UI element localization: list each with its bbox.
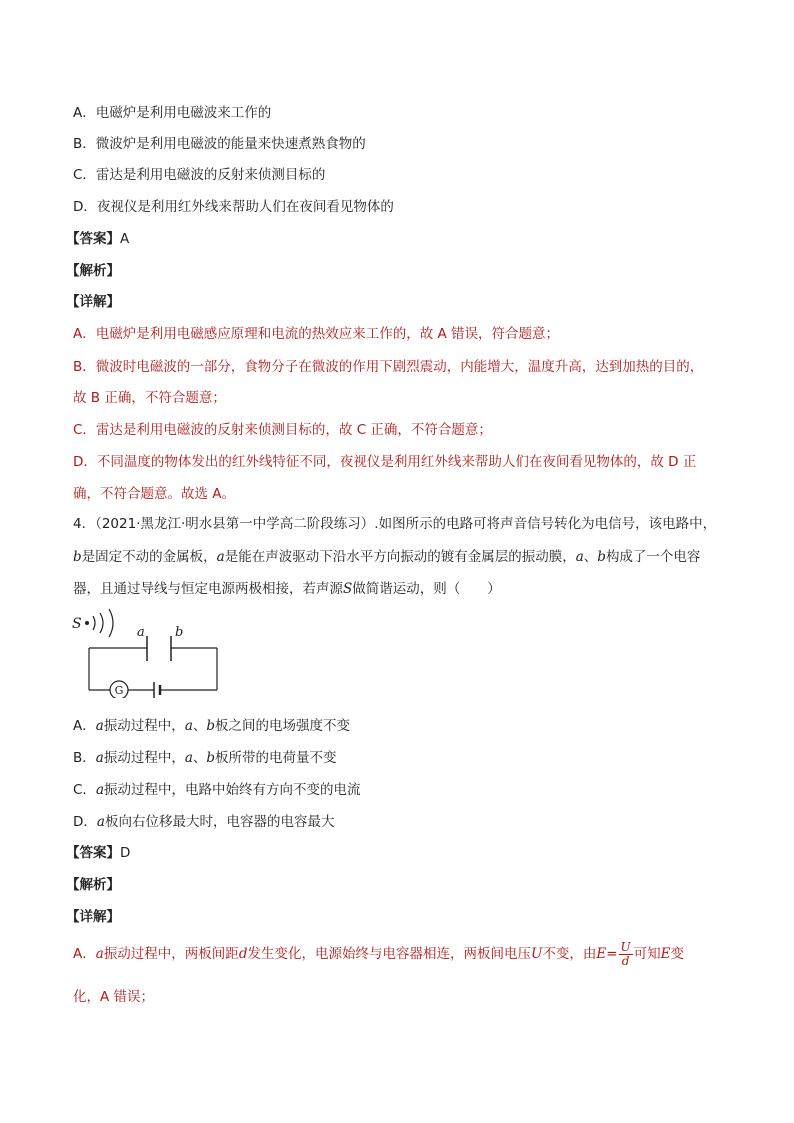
q3-option-d: D．夜视仪是利用红外线来帮助人们在夜间看见物体的 [73,199,394,215]
q3-detail-line-3: 故 B 正确，不符合题意； [73,390,226,406]
q3-answer [66,229,129,249]
option-prefix: A． [73,718,96,734]
q4-var-a: a [95,750,104,766]
q3-option-c: C．雷达是利用电磁波的反射来侦测目标的 [73,167,326,183]
q4-var-a: a [184,750,193,766]
circuit-diagram [70,606,230,698]
q4-detail-label: 【详解】 [66,909,120,925]
formula-fraction [619,941,633,968]
detail-text: A． [73,946,96,962]
q4-var-a: a [575,549,584,565]
formula-eq: = [606,946,618,962]
q3-detail-line-4: C．雷达是利用电磁波的反射来侦测目标的，故 C 正确，不符合题意； [73,422,492,438]
option-text: 振动过程中，电路中始终有方向不变的电流 [104,782,361,798]
q4-stem-line-3 [73,579,501,599]
q4-stem-line-2 [73,547,700,567]
q4-detail-line-2: 化，A 错误； [73,989,155,1005]
sound-wave-icon [100,613,103,633]
q4-answer-value: D [120,845,131,861]
option-prefix: C． [73,782,96,798]
q4-var-b: b [73,549,82,565]
sound-wave-icon [109,609,113,637]
label-a: a [137,625,145,640]
q4-detail-line-1 [73,937,684,971]
option-text: 板所带的电荷量不变 [215,750,337,766]
option-prefix: B． [73,750,96,766]
sound-source-dot [85,621,89,625]
q4-stem-text: 构成了一个电容 [605,549,701,565]
detail-text: 可知 [633,946,661,962]
q3-detail-line-6: 确，不符合题意。故选 A。 [73,486,236,502]
q3-detail-line-1: A．电磁炉是利用电磁感应原理和电流的热效应来工作的，故 A 错误，符合题意； [73,326,560,342]
sound-wave-icon [93,616,95,630]
q4-stem-text: 是能在声波驱动下沿水平方向振动的镀有金属层的振动膜， [224,549,576,565]
var-u: U [530,946,543,962]
option-text: 振动过程中， [103,750,185,766]
q4-var-a: a [95,782,104,798]
q4-var-a: a [96,814,105,830]
detail-text: 发生变化，电源始终与电容器相连，两板间电压 [247,946,531,962]
q4-var-a: a [216,549,225,565]
q4-var-a: a [95,946,104,962]
q4-var-b: b [597,549,606,565]
formula-numerator: U [620,939,631,954]
option-text: 、 [192,750,207,766]
formula-lhs: E [596,946,607,962]
formula-denominator: d [621,953,630,968]
q4-var-b: b [206,718,216,734]
q4-var-a: a [95,718,104,734]
q4-var-b: b [206,750,216,766]
option-text: 振动过程中， [103,718,185,734]
q4-analysis-label: 【解析】 [66,877,120,893]
q4-answer [66,843,130,863]
q4-stem-text: 器，且通过导线与恒定电源两极相接，若声源 [73,581,343,597]
var-e: E [660,946,671,962]
q3-option-a: A．电磁炉是利用电磁波来工作的 [73,105,272,121]
q4-stem-line-1: 4．（2021·黑龙江·明水县第一中学高二阶段练习）.如图所示的电路可将声音信号转化为电信号，该电路中， [73,516,717,532]
label-s: S [72,616,82,632]
q3-answer-label: 【答案】 [66,231,120,247]
var-d: d [238,946,248,962]
q4-stem-text: 、 [583,549,598,565]
q4-var-a: a [184,718,193,734]
option-text: 板向右位移最大时，电容器的电容最大 [104,814,335,830]
detail-text: 振动过程中，两板间距 [103,946,239,962]
detail-text: 变 [670,946,685,962]
option-text: 板之间的电场强度不变 [215,718,351,734]
detail-text: 不变，由 [542,946,597,962]
q4-option-c [73,780,361,800]
label-g: G [114,684,124,697]
q4-answer-label: 【答案】 [66,845,120,861]
q3-answer-value: A [120,231,130,247]
q4-stem-text: 做简谐运动，则（ ） [352,581,501,597]
q4-stem-text: 是固定不动的金属板， [81,549,217,565]
q3-option-b: B．微波炉是利用电磁波的能量来快速煮熟食物的 [73,136,366,152]
q3-detail-label: 【详解】 [66,294,120,310]
label-b: b [175,625,184,640]
q3-analysis-label: 【解析】 [66,263,120,279]
q4-option-b [73,748,337,768]
q4-option-d [73,812,334,832]
option-text: 、 [192,718,207,734]
q4-option-a [73,716,350,736]
option-prefix: D． [73,814,97,830]
q4-var-S: S [343,581,353,597]
q3-detail-line-5: D．不同温度的物体发出的红外线特征不同，夜视仪是利用红外线来帮助人们在夜间看见物体的，故 D 正 [73,454,697,470]
q3-detail-line-2: B．微波时电磁波的一部分，食物分子在微波的作用下剧烈震动，内能增大，温度升高，达到加热的目的， [73,359,704,375]
